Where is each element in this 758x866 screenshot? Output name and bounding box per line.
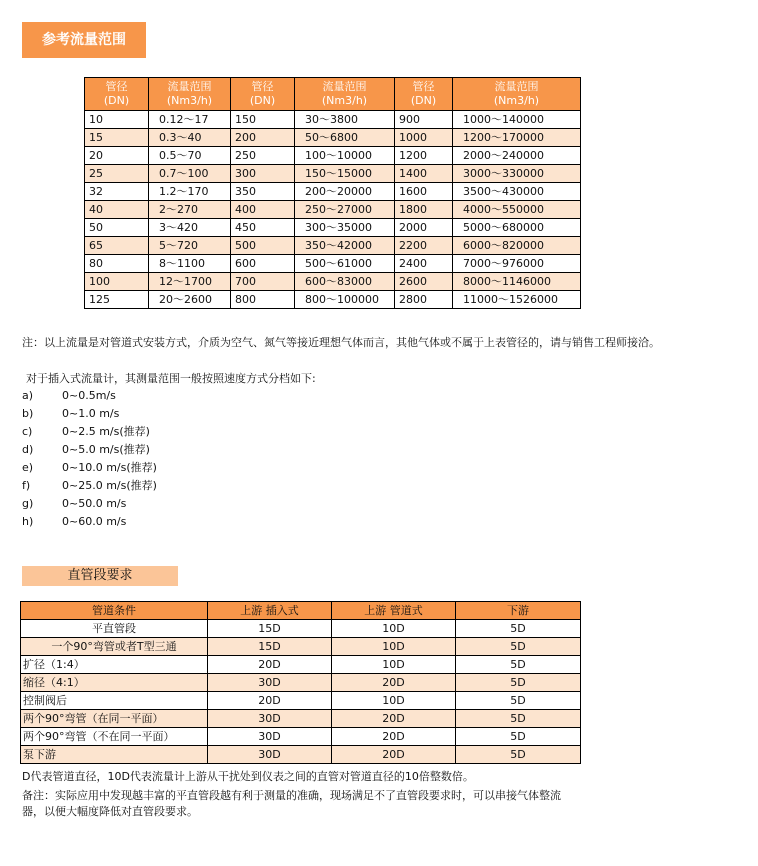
pipe-cell: 泵下游 bbox=[21, 746, 208, 764]
flow-cell: 25 bbox=[85, 165, 149, 183]
pipe-cell: 20D bbox=[332, 728, 456, 746]
flow-cell: 80 bbox=[85, 255, 149, 273]
range-value: 0~10.0 m/s(推荐) bbox=[62, 461, 157, 474]
list-item bbox=[22, 477, 157, 495]
list-item bbox=[22, 495, 157, 513]
flow-cell: 3000～330000 bbox=[453, 165, 581, 183]
flow-cell: 350～42000 bbox=[295, 237, 395, 255]
range-value: 0~50.0 m/s bbox=[62, 497, 127, 510]
table-row bbox=[21, 638, 581, 656]
flow-header-cell bbox=[295, 78, 395, 111]
range-label: e) bbox=[22, 461, 34, 474]
flow-cell: 0.5～70 bbox=[149, 147, 231, 165]
flow-note: 注：以上流量是对管道式安装方式，介质为空气、氮气等接近理想气体而言，其他气体或不属于上表管径的，请与销售工程师接洽。 bbox=[22, 336, 660, 349]
flow-cell: 2200 bbox=[395, 237, 453, 255]
pipe-cell: 20D bbox=[332, 674, 456, 692]
flow-header-line: (Nm3/h) bbox=[166, 94, 213, 107]
pipe-cell: 5D bbox=[456, 638, 581, 656]
table-row bbox=[85, 183, 581, 201]
table-row bbox=[21, 620, 581, 638]
flow-cell: 50～6800 bbox=[295, 129, 395, 147]
flow-cell: 100 bbox=[85, 273, 149, 291]
pipe-cell: 扩径（1:4） bbox=[21, 656, 208, 674]
section-title-straight-pipe: 直管段要求 bbox=[22, 566, 178, 586]
table-row bbox=[85, 237, 581, 255]
list-item bbox=[22, 441, 157, 459]
flow-cell: 3～420 bbox=[149, 219, 231, 237]
flow-cell: 350 bbox=[231, 183, 295, 201]
list-item bbox=[22, 387, 157, 405]
flow-cell: 1000 bbox=[395, 129, 453, 147]
list-item bbox=[22, 405, 157, 423]
straight-pipe-table bbox=[20, 601, 581, 764]
range-value: 0~2.5 m/s(推荐) bbox=[62, 425, 150, 438]
list-item bbox=[22, 459, 157, 477]
flow-cell: 20 bbox=[85, 147, 149, 165]
table-row bbox=[21, 674, 581, 692]
flow-cell: 450 bbox=[231, 219, 295, 237]
flow-header-line: (DN) bbox=[249, 94, 276, 107]
flow-header-cell bbox=[85, 78, 149, 111]
list-item bbox=[22, 513, 157, 531]
pipe-table-header-row bbox=[21, 602, 581, 620]
range-label: c) bbox=[22, 425, 33, 438]
range-label: h) bbox=[22, 515, 34, 528]
flow-cell: 3500～430000 bbox=[453, 183, 581, 201]
pipe-cell: 5D bbox=[456, 728, 581, 746]
flow-cell: 1.2～170 bbox=[149, 183, 231, 201]
flow-cell: 500 bbox=[231, 237, 295, 255]
flow-cell: 5～720 bbox=[149, 237, 231, 255]
table-row bbox=[85, 165, 581, 183]
flow-header-line: (DN) bbox=[410, 94, 437, 107]
pipe-cell: 20D bbox=[332, 710, 456, 728]
pipe-cell: 30D bbox=[208, 746, 332, 764]
flow-range-table bbox=[84, 77, 581, 309]
table-row bbox=[21, 746, 581, 764]
remark-note: 备注：实际应用中发现越丰富的平直管段越有利于测量的准确，现场满足不了直管段要求时，可以串接气体整流器，以便大幅度降低对直管段要求。 bbox=[22, 789, 561, 818]
flow-cell: 125 bbox=[85, 291, 149, 309]
flow-header-line: 管径 bbox=[412, 80, 435, 93]
table-row bbox=[85, 129, 581, 147]
flow-header-line: (Nm3/h) bbox=[321, 94, 368, 107]
table-row bbox=[21, 656, 581, 674]
pipe-cell: 20D bbox=[208, 656, 332, 674]
table-row bbox=[85, 219, 581, 237]
flow-header-cell bbox=[453, 78, 581, 111]
pipe-cell: 15D bbox=[208, 620, 332, 638]
flow-cell: 250 bbox=[231, 147, 295, 165]
range-label: g) bbox=[22, 497, 34, 510]
pipe-cell: 平直管段 bbox=[21, 620, 208, 638]
pipe-cell: 两个90°弯管（在同一平面） bbox=[21, 710, 208, 728]
pipe-header-cell: 下游 bbox=[456, 602, 581, 620]
flow-header-line: 管径 bbox=[105, 80, 128, 93]
section-title-flow-range: 参考流量范围 bbox=[22, 22, 146, 58]
flow-header-line: 管径 bbox=[251, 80, 274, 93]
flow-cell: 20～2600 bbox=[149, 291, 231, 309]
table-row bbox=[85, 147, 581, 165]
flow-header-cell bbox=[395, 78, 453, 111]
flow-cell: 300～35000 bbox=[295, 219, 395, 237]
flow-cell: 1000～140000 bbox=[453, 111, 581, 129]
table-row bbox=[85, 201, 581, 219]
d-definition-note: D代表管道直径，10D代表流量计上游从干扰处到仪表之间的直管对管道直径的10倍整数倍。 bbox=[22, 770, 474, 783]
flow-cell: 500～61000 bbox=[295, 255, 395, 273]
pipe-cell: 15D bbox=[208, 638, 332, 656]
flow-header-line: (Nm3/h) bbox=[493, 94, 540, 107]
list-item bbox=[22, 423, 157, 441]
pipe-cell: 30D bbox=[208, 710, 332, 728]
flow-cell: 11000～1526000 bbox=[453, 291, 581, 309]
pipe-cell: 5D bbox=[456, 620, 581, 638]
pipe-cell: 5D bbox=[456, 674, 581, 692]
pipe-cell: 30D bbox=[208, 728, 332, 746]
flow-cell: 200～20000 bbox=[295, 183, 395, 201]
flow-header-line: 流量范围 bbox=[167, 80, 212, 93]
flow-cell: 0.7～100 bbox=[149, 165, 231, 183]
flow-cell: 800 bbox=[231, 291, 295, 309]
flow-cell: 65 bbox=[85, 237, 149, 255]
flow-cell: 2600 bbox=[395, 273, 453, 291]
table-row bbox=[85, 255, 581, 273]
flow-cell: 2400 bbox=[395, 255, 453, 273]
flow-header-cell bbox=[231, 78, 295, 111]
flow-table-header-row bbox=[85, 78, 581, 111]
flow-cell: 0.3～40 bbox=[149, 129, 231, 147]
table-row bbox=[85, 273, 581, 291]
pipe-cell: 5D bbox=[456, 656, 581, 674]
table-row bbox=[85, 291, 581, 309]
flow-cell: 700 bbox=[231, 273, 295, 291]
pipe-cell: 控制阀后 bbox=[21, 692, 208, 710]
flow-header-line: 流量范围 bbox=[322, 80, 367, 93]
flow-cell: 900 bbox=[395, 111, 453, 129]
table-row bbox=[21, 710, 581, 728]
flow-cell: 600～83000 bbox=[295, 273, 395, 291]
pipe-cell: 一个90°弯管或者T型三通 bbox=[21, 638, 208, 656]
flow-cell: 1400 bbox=[395, 165, 453, 183]
table-row bbox=[21, 692, 581, 710]
flow-cell: 8～1100 bbox=[149, 255, 231, 273]
pipe-cell: 两个90°弯管（不在同一平面） bbox=[21, 728, 208, 746]
flow-cell: 15 bbox=[85, 129, 149, 147]
flow-cell: 50 bbox=[85, 219, 149, 237]
flow-cell: 30～3800 bbox=[295, 111, 395, 129]
flow-cell: 1200～170000 bbox=[453, 129, 581, 147]
flow-cell: 5000～680000 bbox=[453, 219, 581, 237]
range-value: 0~60.0 m/s bbox=[62, 515, 127, 528]
flow-cell: 600 bbox=[231, 255, 295, 273]
flow-cell: 800～100000 bbox=[295, 291, 395, 309]
flow-cell: 1800 bbox=[395, 201, 453, 219]
range-value: 0~25.0 m/s(推荐) bbox=[62, 479, 157, 492]
flow-cell: 12～1700 bbox=[149, 273, 231, 291]
range-label: f) bbox=[22, 479, 31, 492]
flow-cell: 1200 bbox=[395, 147, 453, 165]
pipe-cell: 20D bbox=[208, 692, 332, 710]
range-label: b) bbox=[22, 407, 34, 420]
flow-cell: 400 bbox=[231, 201, 295, 219]
flow-header-line: 流量范围 bbox=[494, 80, 539, 93]
pipe-cell: 5D bbox=[456, 692, 581, 710]
pipe-header-cell: 上游 管道式 bbox=[332, 602, 456, 620]
flow-header-cell bbox=[149, 78, 231, 111]
flow-cell: 2～270 bbox=[149, 201, 231, 219]
flow-cell: 4000～550000 bbox=[453, 201, 581, 219]
range-label: d) bbox=[22, 443, 34, 456]
pipe-cell: 10D bbox=[332, 638, 456, 656]
pipe-cell: 缩径（4:1） bbox=[21, 674, 208, 692]
flow-cell: 300 bbox=[231, 165, 295, 183]
insertion-intro: 对于插入式流量计，其测量范围一般按照速度方式分档如下: bbox=[26, 372, 316, 385]
velocity-range-list bbox=[22, 387, 157, 531]
flow-cell: 200 bbox=[231, 129, 295, 147]
range-value: 0~1.0 m/s bbox=[62, 407, 120, 420]
flow-cell: 2000～240000 bbox=[453, 147, 581, 165]
flow-cell: 2000 bbox=[395, 219, 453, 237]
range-value: 0~0.5m/s bbox=[62, 389, 116, 402]
range-value: 0~5.0 m/s(推荐) bbox=[62, 443, 150, 456]
pipe-cell: 5D bbox=[456, 746, 581, 764]
range-label: a) bbox=[22, 389, 34, 402]
flow-cell: 2800 bbox=[395, 291, 453, 309]
flow-cell: 1600 bbox=[395, 183, 453, 201]
flow-cell: 6000～820000 bbox=[453, 237, 581, 255]
pipe-cell: 30D bbox=[208, 674, 332, 692]
pipe-cell: 10D bbox=[332, 692, 456, 710]
flow-cell: 8000～1146000 bbox=[453, 273, 581, 291]
flow-cell: 40 bbox=[85, 201, 149, 219]
pipe-cell: 10D bbox=[332, 656, 456, 674]
pipe-header-cell: 管道条件 bbox=[21, 602, 208, 620]
flow-cell: 0.12～17 bbox=[149, 111, 231, 129]
pipe-cell: 20D bbox=[332, 746, 456, 764]
flow-cell: 7000～976000 bbox=[453, 255, 581, 273]
flow-header-line: (DN) bbox=[103, 94, 130, 107]
flow-cell: 10 bbox=[85, 111, 149, 129]
flow-cell: 250～27000 bbox=[295, 201, 395, 219]
pipe-header-cell: 上游 插入式 bbox=[208, 602, 332, 620]
pipe-cell: 10D bbox=[332, 620, 456, 638]
table-row bbox=[85, 111, 581, 129]
flow-cell: 32 bbox=[85, 183, 149, 201]
table-row bbox=[21, 728, 581, 746]
flow-cell: 150～15000 bbox=[295, 165, 395, 183]
pipe-cell: 5D bbox=[456, 710, 581, 728]
flow-cell: 100～10000 bbox=[295, 147, 395, 165]
flow-cell: 150 bbox=[231, 111, 295, 129]
